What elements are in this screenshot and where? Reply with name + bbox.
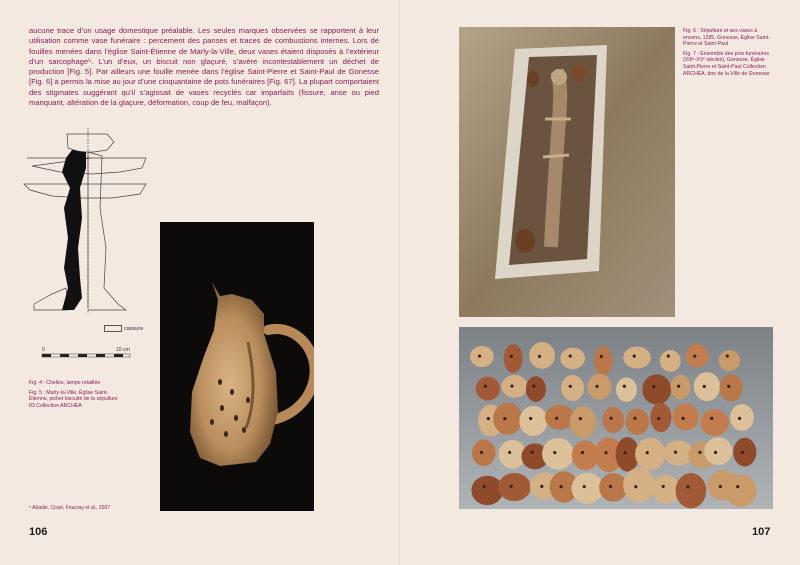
pot-perforation xyxy=(714,451,717,454)
funerary-pot xyxy=(472,439,495,466)
pot-perforation xyxy=(480,451,483,454)
funerary-pot xyxy=(526,376,546,402)
funerary-pot xyxy=(572,473,604,504)
scale-bar-graphic xyxy=(40,353,135,361)
pot-perforation xyxy=(581,451,584,454)
funerary-pot xyxy=(730,404,754,431)
pot-perforation xyxy=(703,385,706,388)
funerary-pot xyxy=(570,406,597,438)
funerary-pot xyxy=(498,473,531,501)
funerary-pot xyxy=(561,375,584,401)
pot-perforation xyxy=(682,417,685,420)
legend-label: cassure xyxy=(124,325,144,332)
pot-perforation xyxy=(600,355,603,358)
page-number-right: 107 xyxy=(752,526,771,538)
pot-perforation xyxy=(510,385,513,388)
caption-fig6: Fig. 6 : Sépulture et ses vases à encens, 1285. Gonesse, Église Saint-Pierre et Saint-Paul xyxy=(683,28,770,48)
pot-perforation xyxy=(726,354,729,357)
pot-perforation xyxy=(484,385,487,388)
caption-fig5: Fig. 5 : Marly-la-Ville, Église Saint-Étienne, pichet biscuité de la sépulture 83 Collection ARCHÉA xyxy=(29,389,118,409)
pot-perforation xyxy=(710,417,713,420)
pot-perforation xyxy=(667,354,670,357)
funerary-pot xyxy=(572,440,599,470)
funerary-pot xyxy=(626,409,650,435)
legend-swatch xyxy=(104,325,122,332)
funerary-pot xyxy=(642,374,671,404)
pot-perforation xyxy=(674,451,677,454)
photo-burial xyxy=(459,27,675,317)
pot-perforation xyxy=(719,485,722,488)
funerary-pot xyxy=(616,377,637,401)
funerary-pot xyxy=(470,346,494,367)
funerary-pot xyxy=(623,347,651,369)
caption-fig4: Fig. 4 : Chelles, lampe retaillée xyxy=(29,380,101,386)
pot-perforation xyxy=(604,451,607,454)
pot-perforation xyxy=(634,485,637,488)
pot-perforation xyxy=(595,385,598,388)
scale-end-label: 10 cm xyxy=(116,347,130,353)
pot-perforation xyxy=(727,385,730,388)
pot-perforation xyxy=(579,417,582,420)
funerary-pot xyxy=(685,344,708,367)
funerary-pot xyxy=(545,405,575,430)
funerary-pot xyxy=(519,406,547,436)
pot-perforation xyxy=(503,417,506,420)
pot-perforation xyxy=(633,354,636,357)
funerary-pot xyxy=(673,403,699,430)
body-text: aucune trace d’un usage domestique préalable. Les seules marques observées se rapportent à leur utilisation comme vase funéraire : percement des panses et traces de combustions internes. Lors de fouilles menées dans l’église Saint-Étienne de Marly-la-Ville, deux vases étaient disposés à l’extérieur d’un sarcophage⁵. L’un d’eux, un biscuit non glaçuré, s’avère incontestablement un déchet de production [Fig. 5]. Par ailleurs une fouille menée dans l’église Saint-Pierre et Saint-Paul de Gonesse [Fig. 6] a permis la mise au jour d’une cinquantaine de pots funéraires [Fig. 67]. La plupart comportaient des stigmates suggérant qu’il s’agissait de vases recyclés car imparfaits (fissure, anse ou pied manquant, altération de la glaçure, déformation, coup de feu, malfaçon). xyxy=(29,26,379,108)
pot-perforation xyxy=(569,354,572,357)
pot-perforation xyxy=(583,485,586,488)
pots-collection-graphic xyxy=(459,327,773,509)
pot-perforation xyxy=(478,354,481,357)
funerary-pot xyxy=(700,409,729,436)
funerary-pot xyxy=(704,437,732,465)
funerary-pot xyxy=(542,438,574,470)
funerary-pot xyxy=(504,344,523,373)
caption-fig7: Fig. 7 : Ensemble des pots funéraires (XIIIᵉ-XVᵉ siècles), Gonesse, Église Saint-Pierre et Saint-Paul Collection ARCHÉA, don de la Ville de Gonesse xyxy=(683,50,770,77)
pot-perforation xyxy=(510,355,513,358)
photo-jug xyxy=(160,222,314,511)
funerary-pot xyxy=(471,476,503,505)
pot-perforation xyxy=(698,451,701,454)
funerary-pot xyxy=(676,473,707,508)
left-captions xyxy=(29,380,119,412)
legend xyxy=(104,325,143,332)
pot-perforation xyxy=(686,485,689,488)
scale-start-label: 0 xyxy=(42,347,45,353)
pot-perforation xyxy=(609,417,612,420)
pot-perforation xyxy=(662,485,665,488)
page-gutter xyxy=(399,0,401,565)
funerary-pot xyxy=(502,375,528,398)
photo-funerary-pots xyxy=(459,327,773,509)
pot-perforation xyxy=(657,417,660,420)
funerary-pot xyxy=(594,346,613,375)
pot-perforation xyxy=(569,385,572,388)
funerary-pot xyxy=(476,377,500,401)
funerary-pot xyxy=(719,374,742,401)
pot-perforation xyxy=(677,385,680,388)
pot-perforation xyxy=(553,451,556,454)
funerary-pot xyxy=(719,350,741,371)
pot-perforation xyxy=(510,485,513,488)
pot-perforation xyxy=(555,417,558,420)
pot-perforation xyxy=(483,485,486,488)
pot-perforation xyxy=(736,485,739,488)
footnote: ⁵ Abadie, Cissé, Foucray et al., 2007 xyxy=(29,505,111,511)
pot-perforation xyxy=(646,451,649,454)
pot-perforation xyxy=(609,485,612,488)
pot-perforation xyxy=(531,451,534,454)
pot-perforation xyxy=(487,417,490,420)
funerary-pot xyxy=(529,342,555,369)
funerary-pot xyxy=(671,375,691,400)
pot-perforation xyxy=(741,451,744,454)
pot-perforation xyxy=(538,355,541,358)
pot-perforation xyxy=(623,385,626,388)
pot-perforation xyxy=(508,451,511,454)
funerary-pot xyxy=(599,473,627,502)
funerary-pot xyxy=(725,475,757,507)
funerary-pot xyxy=(493,403,522,435)
funerary-pot xyxy=(560,348,585,370)
funerary-pot xyxy=(694,372,720,401)
funerary-pot xyxy=(635,438,665,471)
funerary-pot xyxy=(602,407,624,433)
pot-perforation xyxy=(540,485,543,488)
pot-perforation xyxy=(738,417,741,420)
right-captions xyxy=(683,28,775,80)
pot-perforation xyxy=(529,417,532,420)
pot-perforation xyxy=(559,485,562,488)
pot-perforation xyxy=(532,385,535,388)
funerary-pot xyxy=(623,468,655,503)
pot-perforation xyxy=(693,355,696,358)
scale-bar xyxy=(40,347,135,361)
funerary-pot xyxy=(733,438,756,467)
pot-perforation xyxy=(623,451,626,454)
pot-perforation xyxy=(633,417,636,420)
funerary-pot xyxy=(650,403,671,432)
funerary-pot xyxy=(660,350,681,372)
pot-perforation xyxy=(652,385,655,388)
funerary-pot xyxy=(587,374,611,400)
page-number-left: 106 xyxy=(29,526,48,538)
